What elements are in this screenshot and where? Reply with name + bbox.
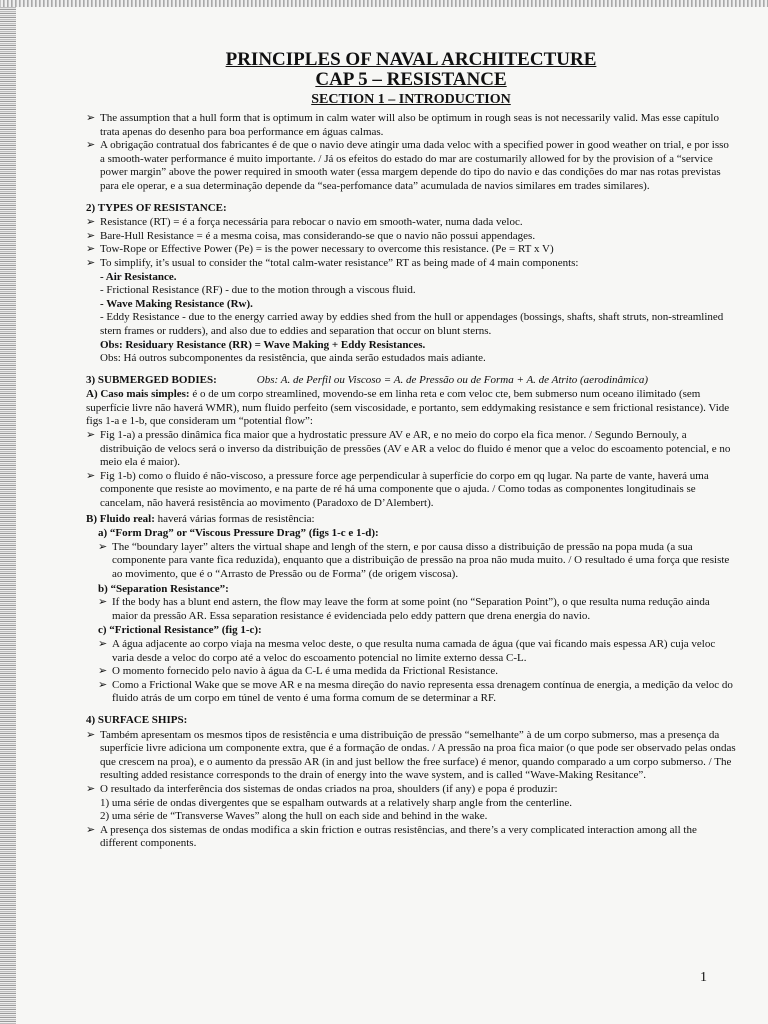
case-a-head: A) Caso mais simples: [86,388,190,401]
wave-item: 2) uma série de “Transverse Waves” along the hull on each side and behind in the wake. [100,810,488,823]
form-drag-text: The “boundary layer” alters the virtual shape and lengh of the stern, e por causa disso a distribuição de pressão na popa muda (a sua componente para vante fica reduzida), enquanto que a distribuição de pressão na proa não muda muito. / O resultado é uma força que resiste ao movimento, que é o “Arrasto de Pressão ou de Forma” (de origem viscosa). [112,540,730,580]
scan-edge-noise [0,0,16,1024]
arrow-bullet-icon: ➢ [86,243,96,256]
case-b-head: B) Fluido real: [86,512,155,525]
surface-item [86,783,736,797]
surface-heading: 4) SURFACE SHIPS: [86,713,188,726]
submerged-heading [86,374,736,388]
types-text: Tow-Rope or Effective Power (Pe) = is the power necessary to overcome this resistance. (Pe = RT x V) [100,243,554,256]
submerged-title: 3) SUBMERGED BODIES: [86,373,217,386]
types-text: Bare-Hull Resistance = é a mesma coisa, mas considerando-se que o navio não possui appendages. [100,229,536,242]
frictional-text: Como a Frictional Wake que se move AR e na mesma direção do navio representa essa drenagem contínua de energia, a medição da veloc do fluido atrás de um corpo em túnel de vento é uma forma comum de se determinar a RF. [112,678,733,705]
form-drag-heading: a) “Form Drag” or “Viscous Pressure Drag” (figs 1-c e 1-d): [98,527,379,540]
arrow-bullet-icon: ➢ [86,112,96,124]
arrow-bullet-icon: ➢ [98,596,108,609]
arrow-bullet-icon: ➢ [98,637,108,650]
intro-text: The assumption that a hull form that is optimum in calm water will also be optimum in rough seas is not necessarily valid. Mas esse capítulo trata apenas do desenho para boa performance em águas calmas. [100,112,719,138]
arrow-bullet-icon: ➢ [86,782,96,795]
intro-item [86,112,736,139]
document-page [86,50,736,851]
case-a-text: é o de um corpo streamlined, movendo-se em linha reta e com veloc cte, bem submerso num oceano ilimitado (sem superfície livre não haverá WMR), num fluido perfeito (sem viscosidade, e portanto, sem eddymaking resistance e sem frictional resistance). Vide figs 1-a e 1-b, que consideram um “potential flow”: [86,388,730,428]
section-title: SECTION 1 – INTRODUCTION [311,92,511,107]
component-item: - Frictional Resistance (RF) - due to the motion through a viscous fluid. [100,284,416,297]
case-a-paragraph [86,388,736,429]
frictional-text: O momento fornecido pelo navio à água da C-L é uma medida da Frictional Resistance. [112,665,498,678]
component-item: Obs: Há outros subcomponentes da resistência, que ainda serão estudados mais adiante. [100,352,486,365]
arrow-bullet-icon: ➢ [98,665,108,678]
intro-text: A obrigação contratual dos fabricantes é de que o navio deve atingir uma dada veloc with a specified power in good weather on trial, e por isso a smooth-water performance é muito importante. / Já os efeitos do estado do mar are costumarily allowed for by the provision of a “service power margin” above the power required in smooth water (essa margem depende do tipo do navio e das condições do mar nas rotas previstas para ele operar, e a sua determinação depende da “sea-perfomance data” acumulada de navios similares em trades similares). [100,139,729,192]
frictional-item [98,665,736,679]
types-item [86,230,736,244]
page-number: 1 [700,970,707,985]
case-b-text: haverá várias formas de resistência: [154,512,315,525]
submerged-obs: Obs: A. de Perfil ou Viscoso = A. de Pressão ou de Forma + A. de Atrito (aerodinâmica) [256,373,649,386]
separation-text: If the body has a blunt end astern, the flow may leave the form at some point (no “Separation Point”), o que resulta numa redução ainda maior da pressão AR. Essa separation resistance é evidenciada pelo eddy pattern que drena energia do navio. [112,596,710,622]
arrow-bullet-icon: ➢ [98,678,108,691]
scan-top-noise [0,0,768,7]
component-item: - Air Resistance. [100,270,177,283]
intro-item [86,139,736,193]
component-item: Obs: Residuary Resistance (RR) = Wave Making + Eddy Resistances. [100,338,426,351]
frictional-heading: c) “Frictional Resistance” (fig 1-c): [98,624,262,637]
form-drag-item [98,541,736,582]
types-text: Resistance (RT) = é a força necessária para rebocar o navio em smooth-water, numa dada veloc. [100,216,523,229]
arrow-bullet-icon: ➢ [86,823,96,836]
types-heading: 2) TYPES OF RESISTANCE: [86,201,227,214]
frictional-item [98,679,736,706]
arrow-bullet-icon: ➢ [98,540,108,553]
frictional-text: A água adjacente ao corpo viaja na mesma veloc deste, o que resulta numa camada de água (que vai ficando mais espessa AR) cuja veloc varia desde a veloc do corpo até a veloc do escoamento potencial no limite externo dessa C-L. [112,637,716,664]
case-a-item [86,429,736,470]
surface-item [86,729,736,783]
types-item [86,257,736,271]
case-b-paragraph [86,513,736,527]
arrow-bullet-icon: ➢ [86,256,96,269]
wave-item: 1) uma série de ondas divergentes que se espalham outwards at a relatively sharp angle from the centerline. [100,796,573,809]
types-item [86,243,736,257]
arrow-bullet-icon: ➢ [86,728,96,741]
arrow-bullet-icon: ➢ [86,429,96,442]
arrow-bullet-icon: ➢ [86,229,96,242]
case-a-item-text: Fig 1-b) como o fluido é não-viscoso, a pressure force age perpendicular à superfície do corpo em qq lugar. Na parte de vante, haverá uma componente que resiste ao movimento, e na parte de ré há uma componente que o ajuda. / Como todas as componentes longitudinais se cancelam, não haverá resistência ao movimento (Paradoxo de D’Alembert). [100,469,709,510]
chapter-title: CAP 5 – RESISTANCE [315,69,507,90]
case-a-item [86,470,736,511]
arrow-bullet-icon: ➢ [86,216,96,229]
surface-text: Também apresentam os mesmos tipos de resistência e uma distribuição de pressão “semelhante” à de um corpo submerso, mas a presença da superfície livre adiciona um componente extra, que é a formação de ondas. / A pressão na proa fica maior (o que pode ser observado pelas ondas que crescem na proa), e o aumento da pressão AR (in and just bellow the free surface) é menor, quando comparado a um corpo submerso. / The resulting added resistance corresponds to the drain of energy into the wave system, and is called “Wave-Making Resitance”. [100,728,736,782]
surface-item [86,824,736,851]
doc-title: PRINCIPLES OF NAVAL ARCHITECTURE [225,49,597,70]
separation-heading: b) “Separation Resistance”: [98,582,229,595]
component-item: - Wave Making Resistance (Rw). [100,297,253,310]
separation-item [98,596,736,623]
surface-text: A presença dos sistemas de ondas modifica a skin friction e outras resistências, and there’s a very complicated interaction among all the different components. [100,823,697,850]
arrow-bullet-icon: ➢ [86,469,96,482]
component-item: - Eddy Resistance - due to the energy carried away by eddies shed from the hull or appendages (bossings, shafts, shaft struts, non-streamlined stern frames or rudders), and also due to eddies and separation that occur on blunt sterns. [100,311,724,337]
surface-text: O resultado da interferência dos sistemas de ondas criados na proa, shoulders (if any) e popa é produzir: [100,782,558,795]
types-text: To simplify, it’s usual to consider the “total calm-water resistance” RT as being made of 4 main components: [100,256,579,269]
frictional-item [98,638,736,665]
arrow-bullet-icon: ➢ [86,139,96,152]
types-item [86,216,736,230]
case-a-item-text: Fig 1-a) a pressão dinâmica fica maior que a hydrostatic pressure AV e AR, e no meio do corpo ela fica menor. / Segundo Bernouly, a distribuição de velocs será o inverso da distribuição de pressões (AV e AR a veloc do fluido é menor que a veloc do escoamento potencial, e no meio ela é maior). [100,429,731,469]
